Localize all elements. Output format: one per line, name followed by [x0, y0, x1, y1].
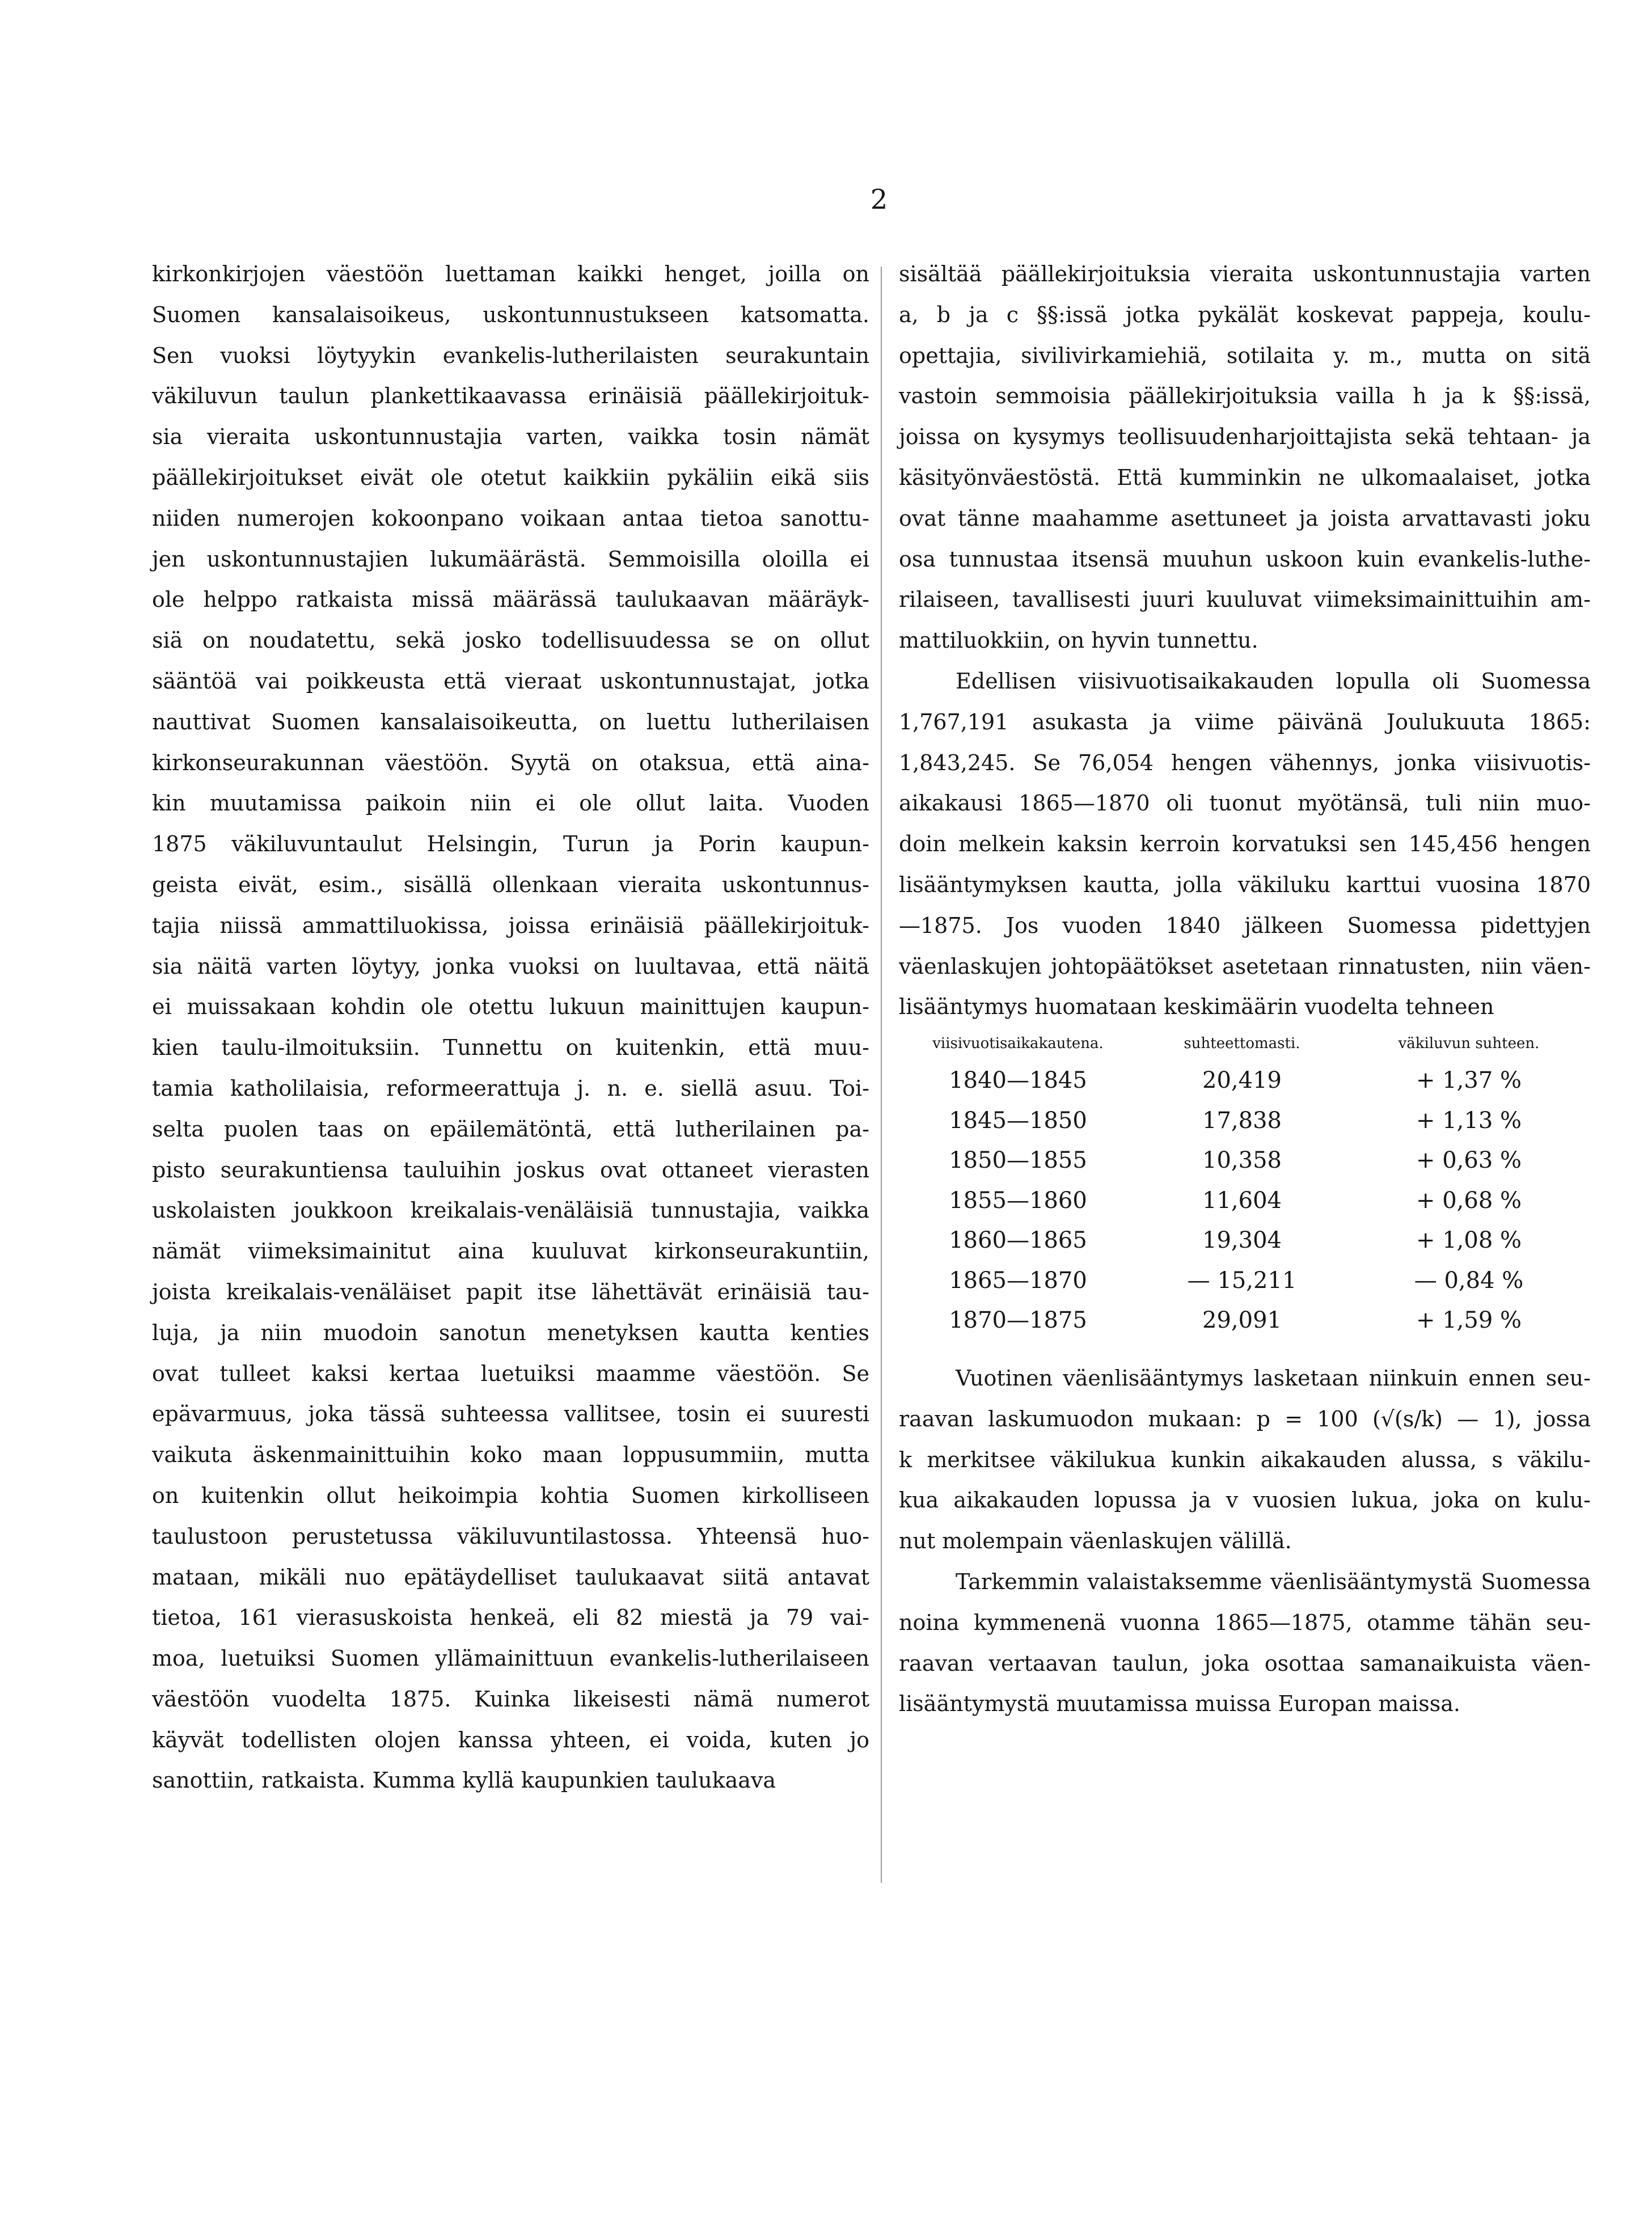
text-line: päällekirjoitukset eivät ole otetut kaikkiin pykäliin eikä siis — [152, 464, 869, 490]
table-header — [899, 1032, 1591, 1061]
text-line: luja, ja niin muodoin sanotun menetyksen kautta kenties — [152, 1320, 869, 1345]
table-row — [899, 1261, 1591, 1301]
table-cell-absolute: 29,091 — [1202, 1307, 1282, 1333]
table-cell-absolute: 19,304 — [1202, 1227, 1282, 1253]
text-line: 1,767,191 asukasta ja viime päivänä Joulukuuta 1865: — [899, 709, 1591, 734]
text-line: osa tunnustaa itsensä muuhun uskoon kuin evankelis-luthe- — [899, 546, 1591, 572]
text-line: ole helppo ratkaista missä määrässä taulukaavan määräyk- — [152, 587, 869, 613]
table-cell-period: 1850—1855 — [949, 1147, 1087, 1173]
growth-table — [899, 1032, 1591, 1341]
text-line: —1875. Jos vuoden 1840 jälkeen Suomessa pidettyjen — [899, 913, 1591, 938]
text-line: niiden numerojen kokoonpano voikaan antaa tietoa sanottu- — [152, 505, 869, 531]
text-line: sisältää päällekirjoituksia vieraita uskontunnustajia varten — [899, 261, 1591, 286]
table-cell-absolute: 11,604 — [1202, 1187, 1282, 1214]
text-line: uskolaisten joukkoon kreikalais-venäläisiä tunnustajia, vaikka — [152, 1198, 869, 1223]
text-line: nämät viimeksimainitut aina kuuluvat kirkonseurakuntiin, — [152, 1239, 869, 1264]
text-line: sia näitä varten löytyy, jonka vuoksi on luultavaa, että näitä — [152, 953, 869, 979]
text-line: kirkonkirjojen väestöön luettaman kaikki henget, joilla on — [152, 261, 869, 286]
text-line: sia vieraita uskontunnustajia varten, vaikka tosin nämät — [152, 424, 869, 450]
text-line: käyvät todellisten olojen kanssa yhteen, ei voida, kuten jo — [152, 1727, 869, 1752]
text-line: mattiluokkiin, on hyvin tunnettu. — [899, 628, 1258, 653]
text-line: 1,843,245. Se 76,054 hengen vähennys, jonka viisivuotis- — [899, 750, 1591, 775]
text-line: aikakausi 1865—1870 oli tuonut myötänsä, tuli niin muo- — [899, 791, 1591, 816]
text-line: jen uskontunnustajien lukumäärästä. Semmoisilla oloilla ei — [152, 546, 869, 572]
text-line: väestöön vuodelta 1875. Kuinka likeisesti nämä numerot — [152, 1686, 869, 1712]
text-line: väenlaskujen johtopäätökset asetetaan rinnatusten, niin väen- — [899, 953, 1591, 979]
text-line: Sen vuoksi löytyykin evankelis-lutherilaisten seurakuntain — [152, 343, 869, 368]
table-cell-period: 1845—1850 — [949, 1107, 1087, 1134]
text-line: noina kymmenenä vuonna 1865—1875, otamme tähän seu- — [899, 1610, 1591, 1635]
text-line: doin melkein kaksin kerroin korvatuksi sen 145,456 hengen — [899, 831, 1591, 857]
text-line: ovat tänne maahamme asettuneet ja joista arvattavasti joku — [899, 505, 1591, 531]
text-line: opettajia, sivilivirkamiehiä, sotilaita y. m., mutta on sitä — [899, 343, 1591, 368]
text-line: tamia katholilaisia, reformeerattuja j. n. e. siellä asuu. Toi- — [152, 1075, 869, 1101]
text-line: Tarkemmin valaistaksemme väenlisääntymystä Suomessa — [956, 1569, 1591, 1594]
table-cell-period: 1855—1860 — [949, 1187, 1087, 1214]
formula-line: raavan laskumuodon mukaan: p = 100 (√(s/k) — 1), jossa — [899, 1406, 1591, 1431]
text-line: vastoin semmoisia päällekirjoituksia vailla h ja k §§:issä, — [899, 383, 1591, 409]
after-table-text — [899, 1358, 1591, 1725]
column-divider — [881, 267, 882, 1883]
table-header-absolute: suhteettomasti. — [1184, 1035, 1300, 1052]
table-row — [899, 1061, 1591, 1101]
table-cell-period: 1860—1865 — [949, 1227, 1087, 1253]
text-line: sanottiin, ratkaista. Kumma kyllä kaupunkien taulukaava — [152, 1768, 776, 1793]
text-line: Edellisen viisivuotisaikakauden lopulla oli Suomessa — [956, 668, 1591, 694]
text-line: taulustoon perustetussa väkiluvuntilastossa. Yhteensä huo- — [152, 1523, 869, 1549]
text-line: 1875 väkiluvuntaulut Helsingin, Turun ja Porin kaupun- — [152, 831, 869, 857]
text-line: vaikuta äskenmainittuihin koko maan loppusummiin, mutta — [152, 1442, 869, 1468]
table-row — [899, 1181, 1591, 1221]
table-header-period: viisivuotisaikakautena. — [932, 1035, 1104, 1052]
text-line: Suomen kansalaisoikeus, uskontunnustukseen katsomatta. — [152, 302, 869, 327]
text-line: moa, luetuiksi Suomen yllämainittuun evankelis-lutherilaiseen — [152, 1646, 869, 1671]
text-line: lisääntymyksen kautta, jolla väkiluku karttui vuosina 1870 — [899, 872, 1591, 897]
text-line: käsityönväestöstä. Että kumminkin ne ulkomaalaiset, jotka — [899, 464, 1591, 490]
text-line: kin muutamissa paikoin niin ei ole ollut laita. Vuoden — [152, 791, 869, 816]
table-cell-relative: + 0,68 % — [1416, 1187, 1522, 1214]
text-line: tajia niissä ammattiluokissa, joissa erinäisiä päällekirjoituk- — [152, 913, 869, 938]
text-line: lisääntymystä muutamissa muissa Europan maissa. — [899, 1691, 1460, 1717]
table-cell-period: 1840—1845 — [949, 1067, 1087, 1093]
text-line: sääntöä vai poikkeusta että vieraat uskontunnustajat, jotka — [152, 668, 869, 694]
text-line: rilaiseen, tavallisesti juuri kuuluvat viimeksimainittuihin am- — [899, 587, 1591, 613]
table-row — [899, 1300, 1591, 1341]
table-cell-relative: + 1,59 % — [1416, 1307, 1522, 1333]
page-number: 2 — [870, 184, 888, 216]
left-column — [152, 254, 869, 1801]
text-line: pisto seurakuntiensa tauluihin joskus ovat ottaneet vierasten — [152, 1157, 869, 1182]
table-cell-relative: + 0,63 % — [1416, 1147, 1522, 1173]
text-line: Vuotinen väenlisääntymys lasketaan niinkuin ennen seu- — [956, 1366, 1591, 1391]
table-row — [899, 1220, 1591, 1261]
text-line: selta puolen taas on epäilemätöntä, että lutherilainen pa- — [152, 1116, 869, 1142]
text-line: kirkonseurakunnan väestöön. Syytä on otaksua, että aina- — [152, 750, 869, 775]
table-cell-period: 1865—1870 — [949, 1267, 1087, 1294]
table-cell-relative: — 0,84 % — [1414, 1267, 1524, 1294]
text-line: joissa on kysymys teollisuudenharjoittajista sekä tehtaan- ja — [899, 424, 1591, 450]
text-line: kua aikakauden lopussa ja v vuosien lukua, joka on kulu- — [899, 1488, 1591, 1513]
text-line: a, b ja c §§:issä jotka pykälät koskevat pappeja, koulu- — [899, 302, 1591, 327]
right-column — [899, 254, 1591, 1028]
text-line: ovat tulleet kaksi kertaa luetuiksi maamme väestöön. Se — [152, 1361, 869, 1386]
text-line: kien taulu-ilmoituksiin. Tunnettu on kuitenkin, että muu- — [152, 1035, 869, 1061]
table-row — [899, 1141, 1591, 1181]
table-cell-period: 1870—1875 — [949, 1307, 1087, 1333]
table-body — [899, 1061, 1591, 1341]
text-line: lisääntymys huomataan keskimäärin vuodelta tehneen — [899, 994, 1494, 1020]
table-cell-relative: + 1,13 % — [1416, 1107, 1522, 1134]
text-line: raavan vertaavan taulun, joka osottaa samanaikuista väen- — [899, 1650, 1591, 1676]
table-row — [899, 1101, 1591, 1141]
text-line: nut molempain väenlaskujen välillä. — [899, 1528, 1292, 1554]
text-line: on kuitenkin ollut heikoimpia kohtia Suomen kirkolliseen — [152, 1482, 869, 1508]
text-line: joista kreikalais-venäläiset papit itse lähettävät erinäisiä tau- — [152, 1279, 869, 1304]
table-header-relative: väkiluvun suhteen. — [1398, 1035, 1540, 1052]
text-line: mataan, mikäli nuo epätäydelliset taulukaavat siitä antavat — [152, 1564, 869, 1590]
text-line: geista eivät, esim., sisällä ollenkaan vieraita uskontunnus- — [152, 872, 869, 897]
text-line: tietoa, 161 vierasuskoista henkeä, eli 82 miestä ja 79 vai- — [152, 1605, 869, 1631]
text-line: k merkitsee väkilukua kunkin aikakauden alussa, s väkilu- — [899, 1447, 1591, 1472]
table-cell-absolute: 17,838 — [1202, 1107, 1282, 1134]
text-line: epävarmuus, joka tässä suhteessa vallitsee, tosin ei suuresti — [152, 1401, 869, 1427]
table-cell-absolute: — 15,211 — [1187, 1267, 1297, 1294]
table-cell-absolute: 20,419 — [1202, 1067, 1282, 1093]
table-cell-relative: + 1,37 % — [1416, 1067, 1522, 1093]
text-line: nauttivat Suomen kansalaisoikeutta, on luettu lutherilaisen — [152, 709, 869, 734]
table-cell-relative: + 1,08 % — [1416, 1227, 1522, 1253]
text-line: väkiluvun taulun plankettikaavassa erinäisiä päällekirjoituk- — [152, 383, 869, 409]
table-cell-absolute: 10,358 — [1202, 1147, 1282, 1173]
text-line: ei muissakaan kohdin ole otettu lukuun mainittujen kaupun- — [152, 994, 869, 1020]
text-line: siä on noudatettu, sekä josko todellisuudessa se on ollut — [152, 628, 869, 653]
